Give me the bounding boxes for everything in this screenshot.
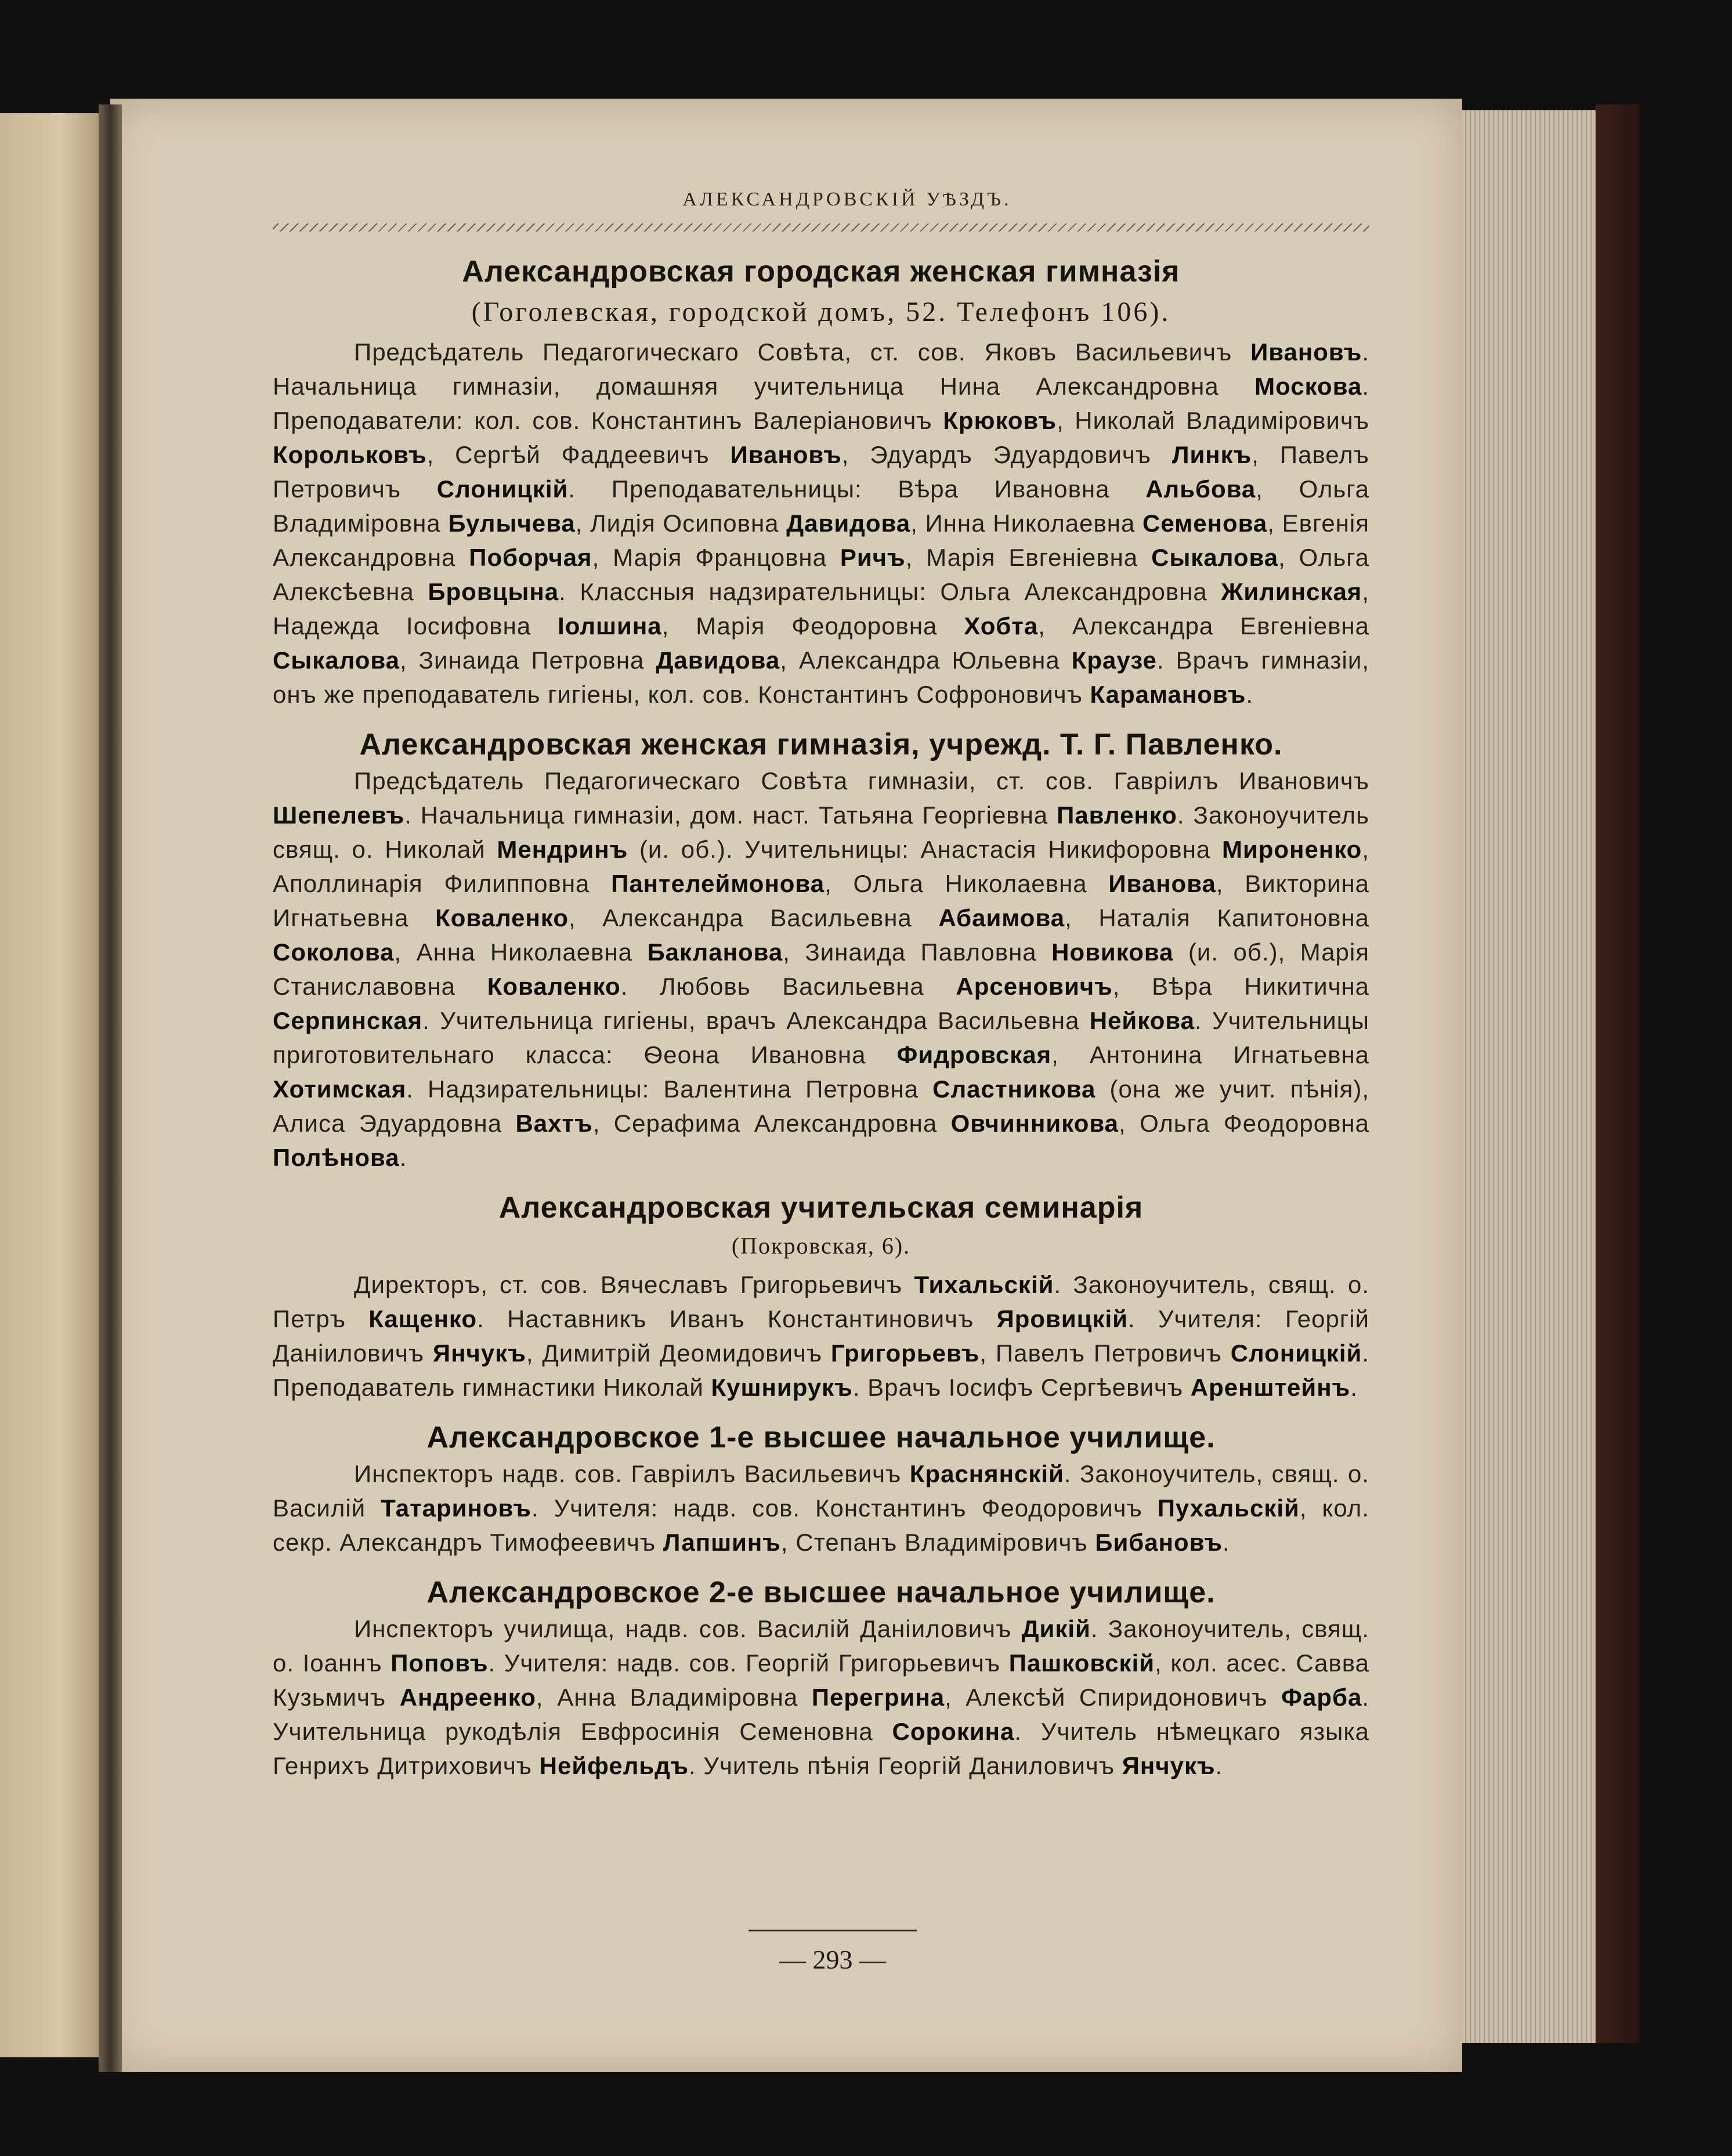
person-surname: Серпинская bbox=[273, 1007, 423, 1034]
page-number: — 293 — bbox=[779, 1945, 886, 1974]
body-text: , Сергѣй Фаддеевичъ bbox=[426, 441, 731, 468]
person-surname: Григорьевъ bbox=[830, 1339, 980, 1367]
body-text: Инспекторъ училища, надв. сов. Василій Даніиловичъ bbox=[354, 1615, 1022, 1642]
body-text: , Антонина Игнатьевна bbox=[1051, 1041, 1369, 1068]
person-surname: Поповъ bbox=[390, 1649, 489, 1677]
body-text: , Александра Евгеніевна bbox=[1038, 612, 1369, 640]
body-text: . bbox=[1246, 681, 1253, 708]
person-surname: Москова bbox=[1254, 373, 1362, 400]
body-text: . Преподавательницы: Вѣра Ивановна bbox=[568, 475, 1146, 503]
person-surname: Дикій bbox=[1021, 1615, 1091, 1642]
body-text: , Викторина Игнатьевна bbox=[273, 870, 1370, 931]
body-text: , Марія Евгеніевна bbox=[905, 544, 1152, 571]
person-surname: Коваленко bbox=[487, 973, 621, 1000]
body-text: , Степанъ Владиміровичъ bbox=[780, 1529, 1095, 1556]
person-surname: Нейфельдъ bbox=[539, 1752, 689, 1779]
person-surname: Сыкалова bbox=[273, 647, 400, 674]
section-title: Александровское 1-е высшее начальное училище. bbox=[426, 1421, 1216, 1454]
person-surname: Коваленко bbox=[435, 904, 569, 931]
body-text: , Зинаида Петровна bbox=[399, 647, 656, 674]
book-cover-edge bbox=[1596, 104, 1639, 2043]
body-text: Директоръ, ст. сов. Вячеславъ Григорьевичъ bbox=[354, 1271, 914, 1298]
person-surname: Ивановъ bbox=[1250, 338, 1362, 366]
person-surname: Тихальскій bbox=[914, 1271, 1054, 1298]
person-surname: Пантелеймонова bbox=[611, 870, 825, 897]
person-surname: Лапшинъ bbox=[663, 1529, 781, 1556]
person-surname: Янчукъ bbox=[432, 1339, 526, 1367]
body-text: (она же учит. пѣнія), Алиса Эдуардовна bbox=[273, 1075, 1369, 1137]
body-text: . Учитель пѣнія Георгій Даниловичъ bbox=[688, 1752, 1122, 1779]
body-text: , Аполлинарія Филипповна bbox=[273, 836, 1369, 897]
body-text: . Надзирательницы: Валентина Петровна bbox=[406, 1075, 933, 1103]
person-surname: Кащенко bbox=[368, 1305, 478, 1332]
section-title: Александровская учительская семинарія bbox=[498, 1191, 1144, 1225]
body-text: , Эдуардъ Эдуардовичъ bbox=[841, 441, 1172, 468]
body-text: . Законоучитель, свящ. о. Василій bbox=[273, 1460, 1369, 1522]
person-surname: Овчинникова bbox=[950, 1110, 1119, 1137]
body-text: , Надежда Іосифовна bbox=[273, 578, 1369, 640]
person-surname: Корольковъ bbox=[273, 441, 427, 468]
body-text: , Наталія Капитоновна bbox=[1065, 904, 1369, 931]
body-text: , Зинаида Павловна bbox=[783, 938, 1052, 966]
section-body bbox=[273, 1267, 1369, 1404]
body-text: . Учительница рукодѣлія Евфросинія Семеновна bbox=[273, 1684, 1370, 1745]
body-text: , Ольга Феодоровна bbox=[1119, 1110, 1369, 1137]
body-text: , Николай Владиміровичъ bbox=[1056, 407, 1369, 434]
body-text: Инспекторъ надв. сов. Гавріилъ Васильевичъ bbox=[354, 1460, 910, 1487]
body-text: . Законоучитель, свящ. о. Петръ bbox=[273, 1271, 1370, 1332]
person-surname: Татариновъ bbox=[381, 1494, 531, 1522]
person-surname: Поборчая bbox=[469, 544, 592, 571]
person-surname: Ричъ bbox=[840, 544, 906, 571]
section-body bbox=[273, 1457, 1369, 1559]
person-surname: Сыкалова bbox=[1151, 544, 1279, 571]
body-text: , Павелъ Петровичъ bbox=[273, 441, 1370, 503]
section-address: (Гоголевская, городской домъ, 52. Телефонъ 106). bbox=[471, 297, 1171, 327]
person-surname: Краузе bbox=[1071, 647, 1157, 674]
running-head: АЛЕКСАНДРОВСКІЙ УѢЗДЪ. bbox=[682, 189, 1012, 210]
body-text: . Наставникъ Иванъ Константиновичъ bbox=[477, 1305, 997, 1332]
person-surname: Яровицкій bbox=[996, 1305, 1128, 1332]
person-surname: Аренштейнъ bbox=[1190, 1374, 1351, 1401]
section-title: Александровская женская гимназія, учрежд. Т. Г. Павленко. bbox=[359, 728, 1283, 761]
body-text: . Учителя: надв. сов. Георгій Григорьевичъ bbox=[488, 1649, 1009, 1677]
section-body bbox=[273, 764, 1369, 1175]
person-surname: Новикова bbox=[1051, 938, 1174, 966]
person-surname: Перегрина bbox=[811, 1684, 945, 1711]
person-surname: Жилинская bbox=[1221, 578, 1362, 605]
person-surname: Хобта bbox=[964, 612, 1039, 640]
person-surname: Бровцына bbox=[428, 578, 559, 605]
person-surname: Павленко bbox=[1057, 801, 1177, 829]
body-text: , Ольга Николаевна bbox=[825, 870, 1109, 897]
body-text: . Врачъ гимназіи, онъ же преподаватель гигіены, кол. сов. Константинъ Софроновичъ bbox=[273, 647, 1370, 708]
section-body bbox=[273, 335, 1369, 712]
body-text: . Учителя: Георгій Даніиловичъ bbox=[273, 1305, 1369, 1367]
person-surname: Вахтъ bbox=[515, 1110, 593, 1137]
body-text: , Инна Николаевна bbox=[910, 510, 1143, 537]
person-surname: Фидровская bbox=[896, 1041, 1052, 1068]
body-text: . Преподаватели: кол. сов. Константинъ Валеріановичъ bbox=[273, 373, 1369, 434]
body-text: , Анна Николаевна bbox=[394, 938, 648, 966]
person-surname: Бакланова bbox=[647, 938, 783, 966]
book-gutter bbox=[99, 104, 122, 2072]
person-surname: Булычева bbox=[448, 510, 576, 537]
person-surname: Арсеновичъ bbox=[956, 973, 1113, 1000]
body-text: . bbox=[1350, 1374, 1358, 1401]
body-text: . bbox=[399, 1144, 407, 1171]
body-text: . Учительница гигіены, врачъ Александра Васильевна bbox=[422, 1007, 1090, 1034]
person-surname: Давидова bbox=[786, 510, 911, 537]
person-surname: Кушнирукъ bbox=[711, 1374, 853, 1401]
person-surname: Карамановъ bbox=[1090, 681, 1246, 708]
body-text: . Учитель нѣмецкаго языка Генрихъ Дитриховичъ bbox=[273, 1718, 1370, 1779]
header-rule bbox=[273, 223, 1369, 232]
body-text: , Александра Васильевна bbox=[568, 904, 939, 931]
body-text: . Учителя: надв. сов. Константинъ Феодоровичъ bbox=[531, 1494, 1158, 1522]
body-text: , Ольга Алексѣевна bbox=[273, 544, 1369, 605]
page-block-edge bbox=[1462, 110, 1610, 2043]
footer-rule bbox=[749, 1930, 917, 1931]
person-surname: Нейкова bbox=[1089, 1007, 1195, 1034]
person-surname: Слоницкій bbox=[436, 475, 569, 503]
person-surname: Крюковъ bbox=[943, 407, 1057, 434]
person-surname: Соколова bbox=[273, 938, 395, 966]
body-text: . Учительницы приготовительнаго класса: Ѳеона Ивановна bbox=[273, 1007, 1369, 1068]
page-content bbox=[273, 252, 1369, 1797]
body-text: (и. об.). Учительницы: Анастасія Никифоровна bbox=[628, 836, 1222, 863]
person-surname: Хотимская bbox=[273, 1075, 407, 1103]
body-text: , Марія Феодоровна bbox=[661, 612, 964, 640]
body-text: . Начальница гимназіи, домашняя учительница Нина Александровна bbox=[273, 338, 1369, 400]
body-text: , кол. секр. Александръ Тимофеевичъ bbox=[273, 1494, 1369, 1556]
person-surname: Пашковскій bbox=[1008, 1649, 1155, 1677]
body-text: , Марія Францовна bbox=[592, 544, 840, 571]
body-text: . Законоучитель свящ. о. Николай bbox=[273, 801, 1370, 863]
section-title: Александровская городская женская гимназія bbox=[462, 255, 1180, 288]
section-address: (Покровская, 6). bbox=[731, 1233, 911, 1259]
body-text: . Врачъ Іосифъ Сергѣевичъ bbox=[852, 1374, 1191, 1401]
body-text: , Димитрій Деомидовичъ bbox=[526, 1339, 831, 1367]
body-text: , Павелъ Петровичъ bbox=[979, 1339, 1231, 1367]
facing-page-edge bbox=[0, 113, 110, 2057]
section-body bbox=[273, 1612, 1369, 1783]
person-surname: Краснянскій bbox=[909, 1460, 1064, 1487]
person-surname: Линкъ bbox=[1172, 441, 1252, 468]
body-text: (и. об.), Марія Станиславовна bbox=[273, 938, 1369, 1000]
body-text: . Законоучитель, свящ. о. Іоаннъ bbox=[273, 1615, 1369, 1677]
body-text: . Начальница гимназіи, дом. наст. Татьяна Георгіевна bbox=[404, 801, 1057, 829]
person-surname: Фарба bbox=[1281, 1684, 1362, 1711]
person-surname: Пухальскій bbox=[1157, 1494, 1300, 1522]
body-text: Предсѣдатель Педагогическаго Совѣта гимназіи, ст. сов. Гавріилъ Ивановичъ bbox=[354, 767, 1369, 794]
person-surname: Мендринъ bbox=[497, 836, 628, 863]
body-text: , кол. асес. Савва Кузьмичъ bbox=[273, 1649, 1370, 1711]
person-surname: Сорокина bbox=[892, 1718, 1015, 1745]
person-surname: Абаимова bbox=[938, 904, 1065, 931]
body-text: , Лидія Осиповна bbox=[575, 510, 787, 537]
section-title: Александровское 2-е высшее начальное училище. bbox=[426, 1576, 1216, 1609]
person-surname: Андреенко bbox=[399, 1684, 536, 1711]
person-surname: Давидова bbox=[656, 647, 780, 674]
person-surname: Мироненко bbox=[1221, 836, 1362, 863]
body-text: , Серафима Александровна bbox=[592, 1110, 951, 1137]
person-surname: Ивановъ bbox=[730, 441, 842, 468]
person-surname: Янчукъ bbox=[1122, 1752, 1216, 1779]
body-text: , Вѣра Никитична bbox=[1112, 973, 1370, 1000]
body-text: Предсѣдатель Педагогическаго Совѣта, ст. сов. Яковъ Васильевичъ bbox=[354, 338, 1251, 366]
person-surname: Іолшина bbox=[558, 612, 662, 640]
person-surname: Шепелевъ bbox=[273, 801, 405, 829]
body-text: . Преподаватель гимнастики Николай bbox=[273, 1339, 1370, 1401]
body-text: . Классныя надзирательницы: Ольга Александровна bbox=[559, 578, 1221, 605]
person-surname: Сластникова bbox=[932, 1075, 1096, 1103]
body-text: , Алексѣй Спиридоновичъ bbox=[945, 1684, 1282, 1711]
body-text: , Ольга Владиміровна bbox=[273, 475, 1369, 537]
body-text: , Анна Владиміровна bbox=[536, 1684, 812, 1711]
person-surname: Семенова bbox=[1142, 510, 1268, 537]
body-text: . bbox=[1223, 1529, 1230, 1556]
person-surname: Полѣнова bbox=[273, 1144, 400, 1171]
person-surname: Иванова bbox=[1108, 870, 1216, 897]
person-surname: Бибановъ bbox=[1095, 1529, 1223, 1556]
body-text: , Александра Юльевна bbox=[780, 647, 1072, 674]
body-text: . Любовь Васильевна bbox=[620, 973, 956, 1000]
body-text: , Евгенія Александровна bbox=[273, 510, 1369, 571]
person-surname: Альбова bbox=[1145, 475, 1256, 503]
body-text: . bbox=[1215, 1752, 1223, 1779]
person-surname: Слоницкій bbox=[1230, 1339, 1362, 1367]
